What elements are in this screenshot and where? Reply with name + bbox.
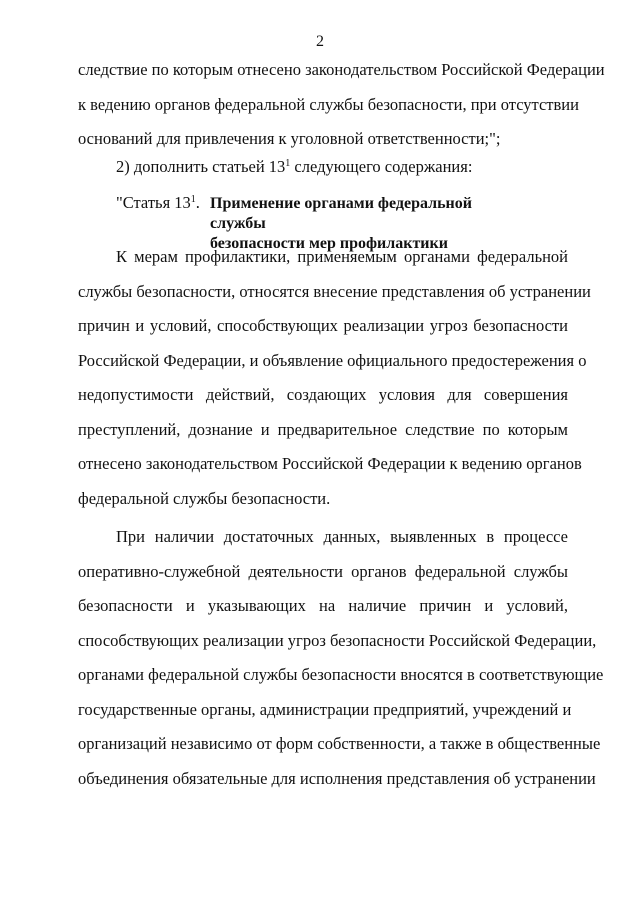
page-number: 2 — [316, 33, 324, 50]
superscript: 1 — [190, 194, 196, 205]
text-line: К мерам профилактики, применяемым органами федеральной — [116, 247, 568, 266]
text-line: государственные органы, администрации предприятий, учреждений и — [78, 699, 572, 719]
text-line: способствующих реализации угроз безопасности Российской Федерации, — [78, 630, 597, 650]
paragraph-2 — [78, 520, 604, 796]
text-line: причин и условий, способствующих реализации угроз безопасности — [78, 316, 568, 335]
text-line: организаций независимо от форм собственности, а также в общественные — [78, 734, 601, 753]
article-title-line: безопасности мер профилактики — [210, 235, 448, 252]
article-label-dot: . — [195, 193, 200, 212]
article-label — [116, 193, 200, 213]
text-line: оперативно-служебной деятельности органов федеральной службы — [78, 561, 568, 581]
continuation-text — [78, 53, 605, 157]
amendment-item-text: 2) дополнить статьей 13 — [116, 157, 286, 176]
superscript: 1 — [285, 158, 291, 169]
text-line: органами федеральной службы безопасности вносятся в соответствующие — [78, 665, 604, 684]
text-line: отнесено законодательством Российской Федерации к ведению органов — [78, 454, 582, 473]
text-line: следствие по которым отнесено законодательством Российской Федерации — [78, 60, 605, 79]
text-line: службы безопасности, относятся внесение представления об устранении — [78, 281, 591, 301]
text-line: безопасности и указывающих на наличие причин и условий, — [78, 596, 568, 615]
paragraph-1 — [78, 240, 591, 516]
text-line: При наличии достаточных данных, выявленных в процессе — [116, 527, 568, 546]
article-title-line: Применение органами федеральной службы — [210, 195, 472, 232]
article-label-text: "Статья 13 — [116, 193, 191, 212]
text-line: преступлений, дознание и предварительное следствие по которым — [78, 419, 568, 439]
text-line: федеральной службы безопасности. — [78, 488, 331, 508]
amendment-item — [116, 156, 472, 178]
text-line: Российской Федерации, и объявление официального предостережения о — [78, 350, 587, 370]
text-line: оснований для привлечения к уголовной ответственности;"; — [78, 129, 501, 148]
text-line: недопустимости действий, создающих условия для совершения — [78, 385, 568, 404]
amendment-item-text-end: следующего содержания: — [290, 157, 473, 176]
text-line: к ведению органов федеральной службы безопасности, при отсутствии — [78, 94, 579, 114]
text-line: объединения обязательные для исполнения представления об устранении — [78, 768, 596, 788]
